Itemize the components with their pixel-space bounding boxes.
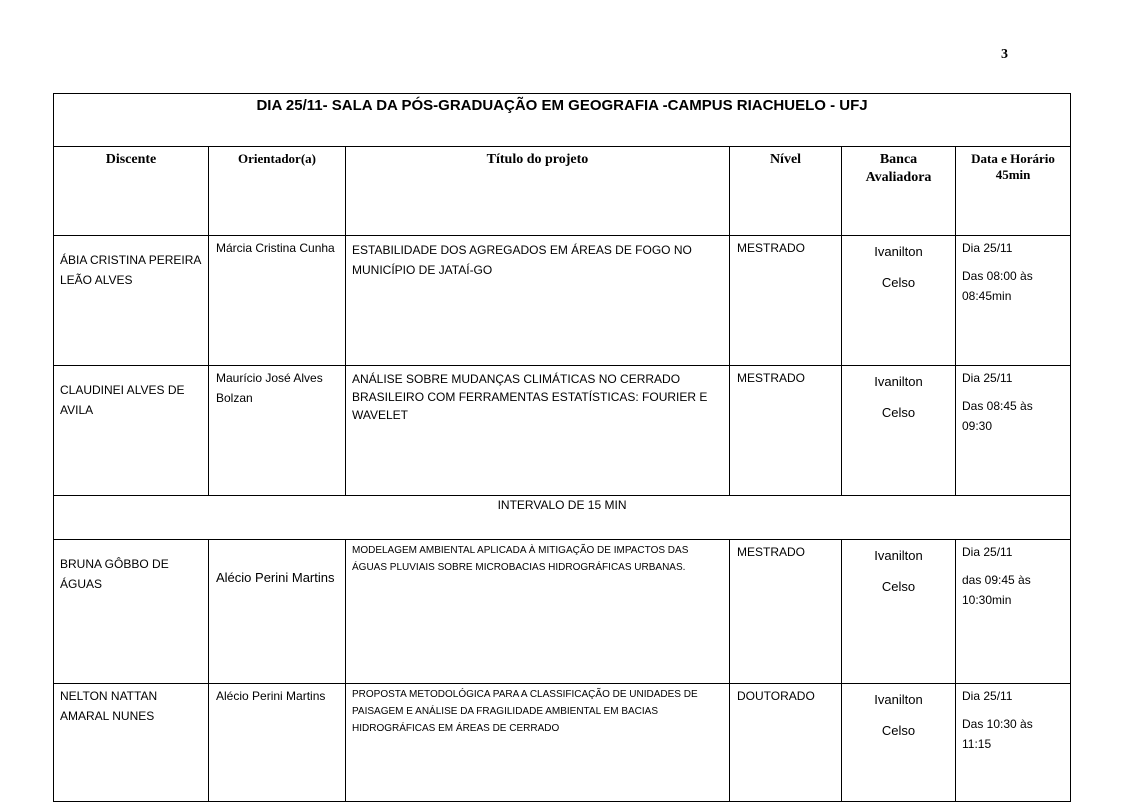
data-dia: Dia 25/11 [962,545,1013,559]
cell-banca [842,366,956,496]
cell-discente: BRUNA GÔBBO DE ÁGUAS [54,540,209,684]
header-banca-line2: Avaliadora [865,170,932,185]
cell-discente: CLAUDINEI ALVES DE AVILA [54,366,209,496]
header-data-line1: Data e Horário [971,151,1055,166]
banca-member-2: Celso [881,579,916,594]
cell-titulo: MODELAGEM AMBIENTAL APLICADA À MITIGAÇÃO DE IMPACTOS DAS ÁGUAS PLUVIAIS SOBRE MICROBACIAS HIDROGRÁFICAS URBANAS. [346,540,730,684]
cell-nivel: DOUTORADO [730,684,842,802]
cell-orientador: Márcia Cristina Cunha [209,236,346,366]
cell-banca [842,540,956,684]
header-discente: Discente [54,147,209,236]
cell-banca [842,684,956,802]
table-title-row [54,94,1071,147]
cell-titulo: ANÁLISE SOBRE MUDANÇAS CLIMÁTICAS NO CERRADO BRASILEIRO COM FERRAMENTAS ESTATÍSTICAS: FOURIER E WAVELET [346,366,730,496]
banca-member-2: Celso [881,723,916,738]
header-data [956,147,1071,236]
header-banca-line1: Banca [879,152,918,167]
header-data-line2: 45min [995,167,1031,182]
data-horario: Das 08:45 às 09:30 [962,399,1033,433]
cell-discente: ÁBIA CRISTINA PEREIRA LEÃO ALVES [54,236,209,366]
cell-discente: NELTON NATTAN AMARAL NUNES [54,684,209,802]
cell-nivel: MESTRADO [730,540,842,684]
cell-data [956,540,1071,684]
banca-member-1: Ivanilton [874,374,923,389]
table-row [54,236,1071,366]
cell-titulo: PROPOSTA METODOLÓGICA PARA A CLASSIFICAÇÃO DE UNIDADES DE PAISAGEM E ANÁLISE DA FRAGILIDADE AMBIENTAL EM BACIAS HIDROGRÁFICAS EM ÁREAS DE CERRADO [346,684,730,802]
data-horario: das 09:45 às 10:30min [962,573,1031,607]
interval-label: INTERVALO DE 15 MIN [497,498,627,512]
data-horario: Das 10:30 às 11:15 [962,717,1033,751]
header-titulo: Título do projeto [346,147,730,236]
table-row [54,366,1071,496]
banca-member-2: Celso [881,405,916,420]
data-dia: Dia 25/11 [962,241,1013,255]
banca-member-1: Ivanilton [874,244,923,259]
interval-cell [54,496,1071,540]
banca-member-2: Celso [881,275,916,290]
header-orientador: Orientador(a) [209,147,346,236]
cell-orientador: Maurício José Alves Bolzan [209,366,346,496]
table-row [54,540,1071,684]
cell-banca [842,236,956,366]
interval-row [54,496,1071,540]
data-dia: Dia 25/11 [962,371,1013,385]
cell-data [956,236,1071,366]
table-row [54,684,1071,802]
table-title: DIA 25/11- SALA DA PÓS-GRADUAÇÃO EM GEOGRAFIA -CAMPUS RIACHUELO - UFJ [256,97,868,114]
header-row [54,147,1071,236]
page-number: 3 [1001,47,1008,62]
schedule-table [53,93,1071,802]
banca-member-1: Ivanilton [874,548,923,563]
cell-nivel: MESTRADO [730,366,842,496]
header-nivel: Nível [730,147,842,236]
cell-orientador: Alécio Perini Martins [209,540,346,684]
banca-member-1: Ivanilton [874,692,923,707]
data-dia: Dia 25/11 [962,689,1013,703]
table-title-cell [54,94,1071,147]
cell-titulo: ESTABILIDADE DOS AGREGADOS EM ÁREAS DE FOGO NO MUNICÍPIO DE JATAÍ-GO [346,236,730,366]
cell-orientador: Alécio Perini Martins [209,684,346,802]
cell-nivel: MESTRADO [730,236,842,366]
data-horario: Das 08:00 às 08:45min [962,269,1033,303]
cell-data [956,366,1071,496]
cell-data [956,684,1071,802]
header-banca [842,147,956,236]
